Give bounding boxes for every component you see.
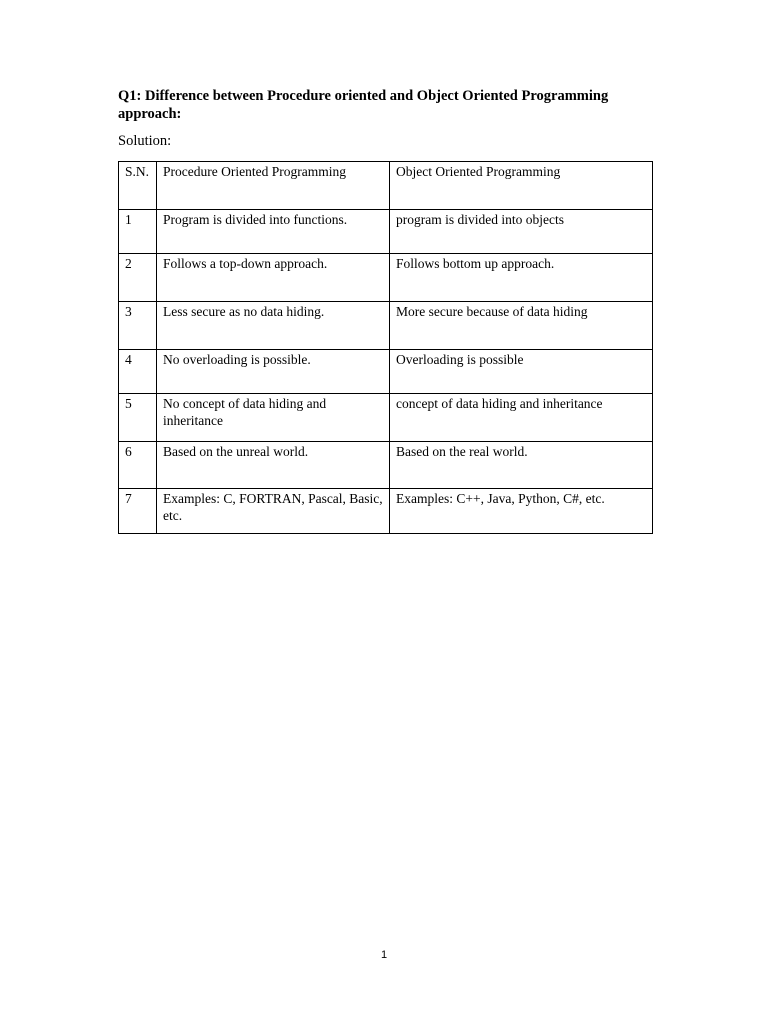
cell-sn: 6 — [119, 442, 157, 489]
cell-sn: 3 — [119, 302, 157, 350]
cell-procedure-oriented: No concept of data hiding and inheritance — [157, 394, 390, 442]
solution-label: Solution: — [118, 133, 172, 149]
cell-object-oriented: Based on the real world. — [390, 442, 653, 489]
cell-procedure-oriented: Examples: C, FORTRAN, Pascal, Basic, etc. — [157, 489, 390, 534]
comparison-table — [118, 161, 653, 534]
table-row — [119, 254, 653, 302]
table-row — [119, 489, 653, 534]
cell-procedure-oriented: Based on the unreal world. — [157, 442, 390, 489]
cell-procedure-oriented: Program is divided into functions. — [157, 210, 390, 254]
cell-procedure-oriented: Follows a top-down approach. — [157, 254, 390, 302]
cell-object-oriented: Examples: C++, Java, Python, C#, etc. — [390, 489, 653, 534]
cell-sn: 1 — [119, 210, 157, 254]
table-row — [119, 394, 653, 442]
cell-sn: 7 — [119, 489, 157, 534]
table-header-row — [119, 162, 653, 210]
table-row — [119, 210, 653, 254]
cell-sn: 5 — [119, 394, 157, 442]
question-heading: Q1: Difference between Procedure oriented and Object Oriented Programming approach: — [118, 88, 609, 122]
cell-procedure-oriented: No overloading is possible. — [157, 350, 390, 394]
header-object-oriented: Object Oriented Programming — [390, 162, 653, 210]
cell-object-oriented: concept of data hiding and inheritance — [390, 394, 653, 442]
table-row — [119, 302, 653, 350]
cell-object-oriented: Overloading is possible — [390, 350, 653, 394]
table-row — [119, 350, 653, 394]
cell-object-oriented: program is divided into objects — [390, 210, 653, 254]
cell-object-oriented: Follows bottom up approach. — [390, 254, 653, 302]
cell-sn: 4 — [119, 350, 157, 394]
cell-object-oriented: More secure because of data hiding — [390, 302, 653, 350]
header-procedure-oriented: Procedure Oriented Programming — [157, 162, 390, 210]
cell-sn: 2 — [119, 254, 157, 302]
table-row — [119, 442, 653, 489]
cell-procedure-oriented: Less secure as no data hiding. — [157, 302, 390, 350]
page-number: 1 — [380, 949, 388, 961]
header-sn: S.N. — [119, 162, 157, 210]
